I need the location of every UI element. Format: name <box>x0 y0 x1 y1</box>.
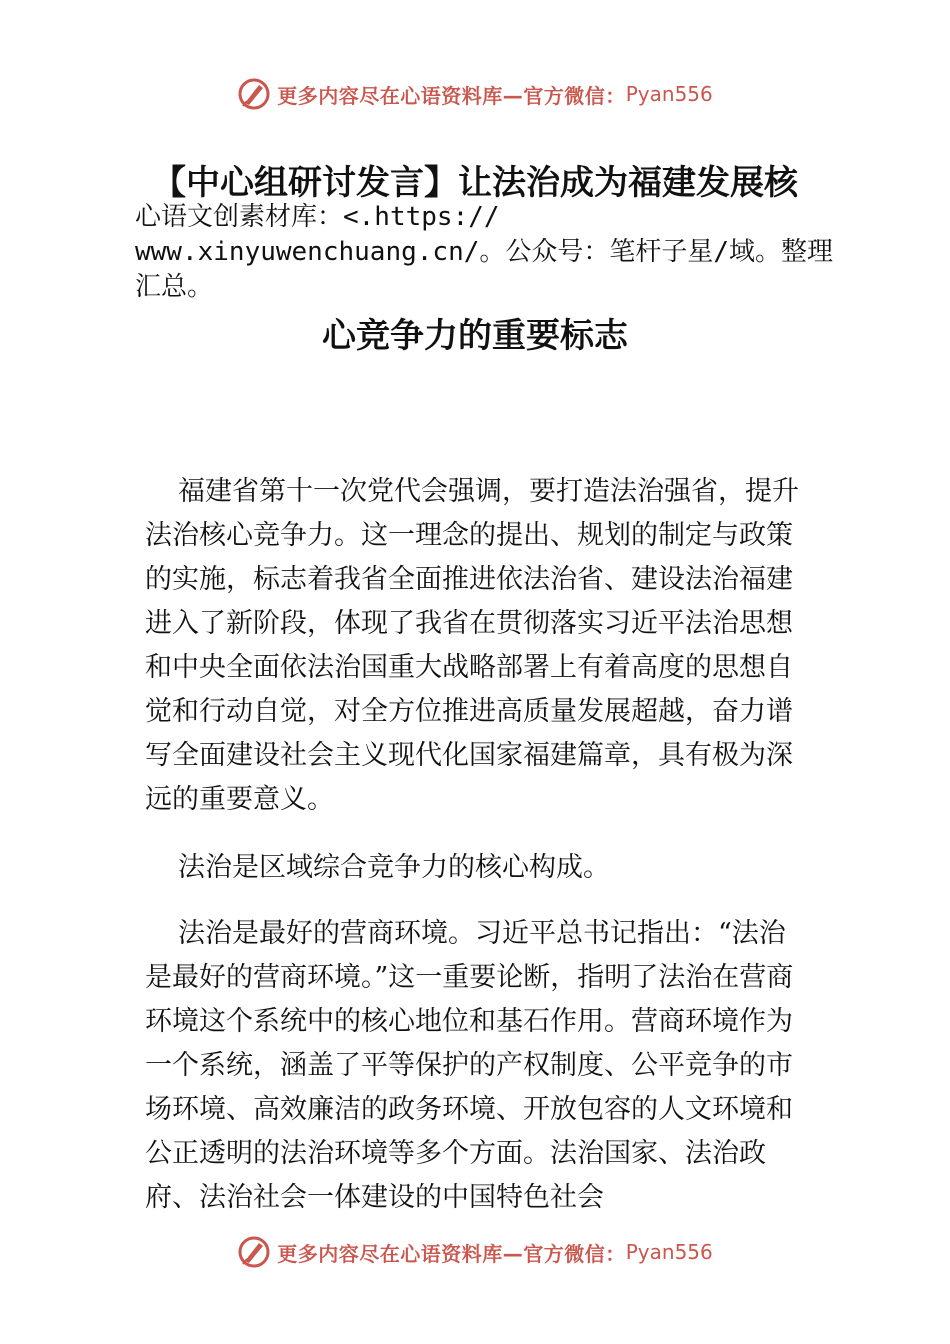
banner-wechat-id: Pyan556 <box>625 82 713 106</box>
document-title-line-2: 心竞争力的重要标志 <box>322 316 628 356</box>
banner-slogan: 更多内容尽在心语资料库—官方微信： <box>277 83 626 108</box>
source-line-3: 汇总。 <box>135 272 214 302</box>
footer-banner <box>0 1232 950 1272</box>
banner-wechat-id: Pyan556 <box>625 1240 713 1264</box>
source-line-1: 心语文创素材库：<.https:// <box>135 202 500 232</box>
body-paragraph: 法治是最好的营商环境。习近平总书记指出：“法治是最好的营商环境。”这一重要论断，指明了法治在营商环境这个系统中的核心地位和基石作用。营商环境作为一个系统，涵盖了平等保护的产权制度、公平竞争的市场环境、高效廉洁的政务环境、开放包容的人文环境和公正透明的法治环境等多个方面。法治国家、法治政府、法治社会一体建设的中国特色社会 <box>145 918 794 1213</box>
quill-pen-logo-icon <box>237 1235 271 1269</box>
quill-pen-logo-icon <box>237 77 271 111</box>
body-paragraph: 福建省第十一次党代会强调，要打造法治强省，提升法治核心竞争力。这一理念的提出、规划的制定与政策的实施，标志着我省全面推进依法治省、建设法治福建进入了新阶段，体现了我省在贯彻落实习近平法治思想和中央全面依法治国重大战略部署上有着高度的思想自觉和行动自觉，对全方位推进高质量发展超越，奋力谱写全面建设社会主义现代化国家福建篇章，具有极为深远的重要意义。 <box>145 476 799 815</box>
banner-slogan: 更多内容尽在心语资料库—官方微信： <box>277 1241 626 1266</box>
document-title-line-1: 【中心组研讨发言】让法治成为福建发展核 <box>152 163 798 203</box>
source-line-2: www.xinyuwenchuang.cn/。公众号：笔杆子星/域。整理 <box>135 237 834 267</box>
header-banner <box>0 74 950 114</box>
source-note <box>135 200 845 305</box>
body-paragraph: 法治是区域综合竞争力的核心构成。 <box>178 852 610 883</box>
